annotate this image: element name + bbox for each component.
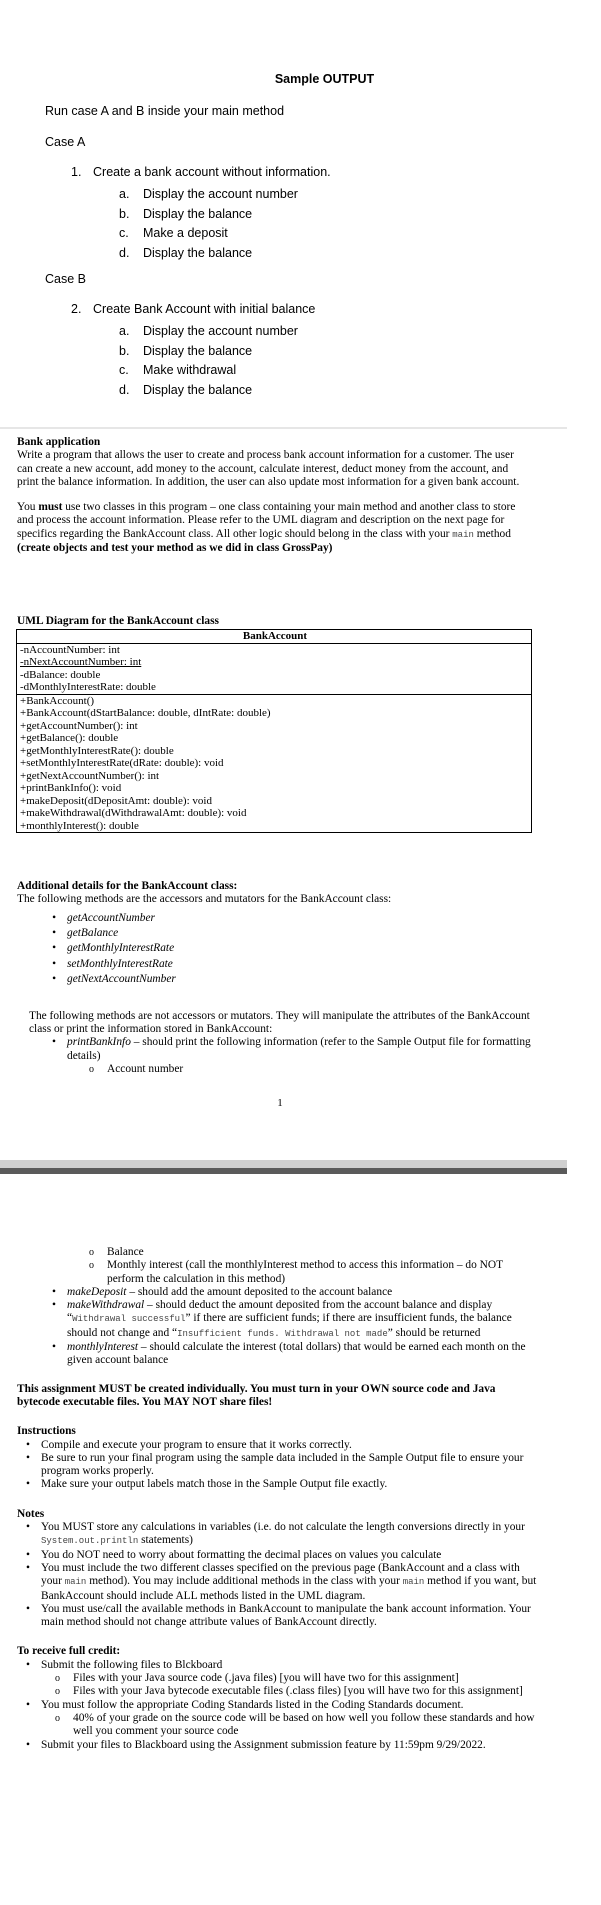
list-item: • monthlyInterest – should calculate the interest (total dollars) that would be earned each month on the given account balance	[67, 1341, 537, 1368]
bank-app-para2: You must use two classes in this program – one class containing your main method and another class to store and process the account information. Please refer to the UML diagram and description on the next page for specifics regarding the BankAccount class. All other logic should belong in the class with your main method (create objects and test your method as we did in class GrossPay)	[17, 501, 516, 555]
list-item: o Balance	[107, 1246, 537, 1259]
details-heading: Additional details for the BankAccount class:	[17, 880, 238, 892]
case-a-list	[119, 185, 298, 263]
uml-attributes	[17, 644, 531, 694]
page-gap-shadow	[0, 1168, 567, 1174]
method-desc-list	[67, 1286, 537, 1368]
list-item: • Submit the following files to Blckboard	[41, 1659, 537, 1672]
bank-app-heading: Bank application	[17, 436, 101, 448]
page-gap	[0, 1160, 567, 1168]
step-text: Create Bank Account with initial balance	[93, 302, 316, 316]
notes-list	[41, 1521, 537, 1629]
uml-attribute: -dBalance: double	[20, 668, 101, 681]
case-b-step	[71, 302, 315, 316]
list-item: c. Make a deposit	[119, 226, 228, 241]
list-item: • getAccountNumber	[67, 911, 537, 926]
print-info-sublist	[107, 1063, 537, 1076]
list-item: a. Display the account number	[119, 187, 298, 201]
uml-method: +printBankInfo(): void	[20, 782, 122, 794]
list-item: • Be sure to run your final program using the sample data included in the Sample Output file to ensure your program works properly.	[41, 1452, 537, 1479]
sample-intro: Run case A and B inside your main method	[45, 104, 285, 118]
list-item: • Submit your files to Blackboard using the Assignment submission feature by 11:59pm 9/29/2022.	[41, 1739, 537, 1752]
list-item: • You must follow the appropriate Coding Standards listed in the Coding Standards document.	[41, 1699, 537, 1712]
instructions-list	[41, 1439, 537, 1492]
uml-diagram	[16, 629, 532, 833]
uml-method: +getMonthlyInterestRate(): double	[20, 744, 174, 757]
credit-list-3	[41, 1739, 537, 1752]
list-item: b. Display the balance	[119, 206, 253, 221]
bank-app-para1: Write a program that allows the user to create and process bank account information for a customer. The user can create a new account, add money to the account, calculate interest, deduct money from the account, and print the balance information. In addition, the user can also update most information for a given bank account.	[17, 449, 520, 488]
list-item: • Compile and execute your program to ensure that it works correctly.	[41, 1439, 537, 1452]
list-item: d. Display the balance	[119, 382, 253, 397]
list-item: • Make sure your output labels match those in the Sample Output file exactly.	[41, 1478, 537, 1491]
individual-notice: This assignment MUST be created individually. You must turn in your OWN source code and Java bytecode executable files. You MAY NOT share files!	[17, 1382, 496, 1408]
credit-sublist	[73, 1672, 537, 1699]
list-item: • getBalance	[67, 926, 537, 941]
page2-section	[17, 1246, 537, 1752]
list-item: b. Display the balance	[119, 343, 253, 358]
uml-attribute-static: -nNextAccountNumber: int	[20, 656, 142, 668]
details-section	[17, 880, 537, 1076]
list-item: o 40% of your grade on the source code will be based on how well you follow these standards and how well you comment your source code	[73, 1712, 537, 1739]
print-info-sublist-cont	[107, 1246, 537, 1286]
other-methods-intro: The following methods are not accessors or mutators. They will manipulate the attributes of the BankAccount class or print the information stored in BankAccount:	[29, 1009, 530, 1035]
list-item: o Account number	[107, 1063, 537, 1076]
uml-method: +BankAccount()	[20, 694, 95, 707]
other-methods-list	[67, 1036, 537, 1063]
uml-method: +makeDeposit(dDepositAmt: double): void	[20, 794, 212, 807]
list-item: • getNextAccountNumber	[67, 972, 537, 987]
list-item: d. Display the balance	[119, 245, 253, 260]
credit-heading: To receive full credit:	[17, 1645, 121, 1658]
uml-method: +getBalance(): double	[20, 732, 119, 744]
list-item: o Monthly interest (call the monthlyInterest method to access this information – do NOT perform the calculation in this method)	[107, 1259, 537, 1286]
uml-method: +getNextAccountNumber(): int	[20, 769, 160, 782]
uml-attribute: -nAccountNumber: int	[20, 643, 120, 656]
uml-methods	[17, 694, 531, 833]
uml-method: +makeWithdrawal(dWithdrawalAmt: double): void	[20, 807, 247, 819]
notes-heading: Notes	[17, 1507, 45, 1520]
credit-sublist-2	[73, 1712, 537, 1739]
list-item: o Files with your Java bytecode executable files (.class files) [you will have two for this assignment]	[73, 1685, 537, 1698]
list-item: o Files with your Java source code (.java files) [you will have two for this assignment]	[73, 1672, 537, 1685]
list-item: • makeDeposit – should add the amount deposited to the account balance	[67, 1286, 537, 1299]
accessor-list	[67, 911, 537, 988]
uml-method: +BankAccount(dStartBalance: double, dIntRate: double)	[20, 707, 271, 719]
page-number: 1	[277, 1097, 283, 1109]
credit-list-2	[41, 1699, 537, 1712]
list-item: • You do NOT need to worry about formatting the decimal places on values you calculate	[41, 1549, 537, 1562]
case-b-list	[119, 322, 298, 400]
instructions-heading: Instructions	[17, 1425, 76, 1438]
uml-heading: UML Diagram for the BankAccount class	[17, 615, 219, 627]
list-item: • makeWithdrawal – should deduct the amount deposited from the account balance and display “Withdrawal successful” if there are sufficient funds; if there are insufficient funds, the balance should not change and “Insufficient funds. Withdrawal not made” should be returned	[67, 1299, 537, 1341]
uml-class-name: BankAccount	[17, 630, 531, 644]
step-number: 1.	[71, 165, 82, 179]
list-item: • You must use/call the available methods in BankAccount to manipulate the bank account information. Your main method should not change attribute values of BankAccount directly.	[41, 1603, 537, 1630]
list-item: • You MUST store any calculations in variables (i.e. do not calculate the length conversions directly in your System.out.println statements)	[41, 1521, 537, 1549]
uml-method: +monthlyInterest(): double	[20, 819, 139, 832]
list-item: a. Display the account number	[119, 324, 298, 338]
sample-output-title: Sample OUTPUT	[274, 72, 375, 86]
step-text: Create a bank account without information.	[93, 165, 331, 179]
credit-list	[41, 1659, 537, 1672]
case-a-label: Case A	[45, 135, 86, 149]
details-intro: The following methods are the accessors and mutators for the BankAccount class:	[17, 893, 392, 906]
step-number: 2.	[71, 302, 82, 316]
list-item: c. Make withdrawal	[119, 363, 237, 378]
uml-method: +setMonthlyInterestRate(dRate: double): void	[20, 757, 224, 769]
bank-app-section	[17, 436, 532, 555]
section-divider	[0, 427, 567, 429]
case-a-step	[71, 165, 331, 179]
uml-method: +getAccountNumber(): int	[20, 719, 138, 732]
uml-attribute: -dMonthlyInterestRate: double	[20, 681, 156, 693]
list-item: • printBankInfo – should print the following information (refer to the Sample Output file for formatting details)	[67, 1036, 537, 1063]
list-item: • You must include the two different classes specified on the previous page (BankAccount and a class with your main method). You may include additional methods in the class with your main method if you want, but BankAccount should include ALL methods listed in the UML diagram.	[41, 1562, 537, 1603]
case-b-label: Case B	[45, 272, 86, 286]
list-item: • setMonthlyInterestRate	[67, 957, 537, 972]
list-item: • getMonthlyInterestRate	[67, 941, 537, 956]
